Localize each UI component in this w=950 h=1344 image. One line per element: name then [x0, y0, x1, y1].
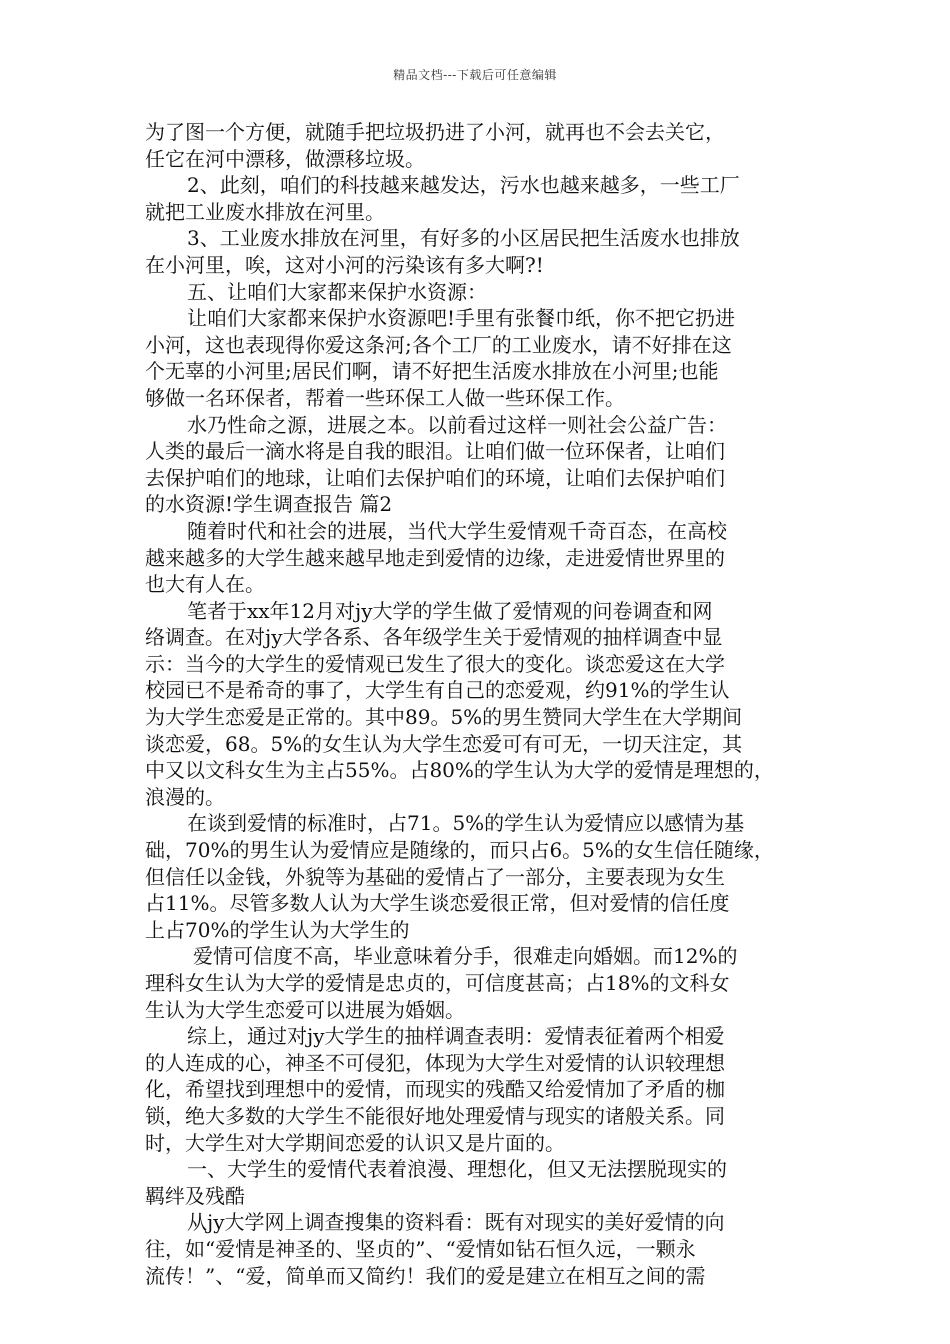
paragraph-start: 爱情可信度不高，毕业意味着分手，很难走向婚姻。而12%的	[193, 944, 738, 969]
text-line: 就把工业废水排放在河里。	[145, 199, 385, 224]
text-line: 去保护咱们的地球，让咱们去保护咱们的环境，让咱们去保护咱们	[145, 465, 725, 490]
text-line: 的人连成的心，神圣不可侵犯，体现为大学生对爱情的认识较理想	[145, 1050, 725, 1075]
section-heading: 五、让咱们大家都来保护水资源：	[187, 279, 487, 304]
text-line: 小河，这也表现得你爱这条河;各个工厂的工业废水，请不好排在这	[145, 332, 732, 357]
paragraph-start: 综上，通过对jy大学生的抽样调查表明：爱情表征着两个相爱	[187, 1024, 725, 1049]
text-line: 但信任以金钱，外貌等为基础的爱情占了一部分，主要表现为女生	[145, 864, 725, 889]
text-line: 生认为大学生恋爱可以进展为婚姻。	[145, 997, 465, 1022]
text-line: 往，如“爱情是神圣的、坚贞的”、“爱情如钻石恒久远，一颗永	[145, 1236, 696, 1261]
text-line: 流传！”、“爱，简单而又简约！我们的爱是建立在相互之间的需	[145, 1263, 706, 1288]
document-body	[145, 119, 811, 1289]
text-line: 人类的最后一滴水将是自我的眼泪。让咱们做一位环保者，让咱们	[145, 439, 725, 464]
text-line: 占11%。尽管多数人认为大学生谈恋爱很正常，但对爱情的信任度	[145, 891, 730, 916]
paragraph-start: 2、此刻，咱们的科技越来越发达，污水也越来越多，一些工厂	[187, 173, 740, 198]
paragraph-start: 笔者于xx年12月对jy大学的学生做了爱情观的问卷调查和网	[187, 598, 713, 623]
text-line: 础，70%的男生认为爱情应是随缘的，而只占6。5%的女生信任随缘，	[145, 838, 774, 863]
paragraph-start: 在谈到爱情的标准时，占71。5%的学生认为爱情应以感情为基	[187, 811, 745, 836]
page-header: 精品文档---下载后可任意编辑	[393, 68, 557, 82]
text-line: 为大学生恋爱是正常的。其中89。5%的男生赞同大学生在大学期间	[145, 705, 743, 730]
text-line: 络调查。在对jy大学各系、各年级学生关于爱情观的抽样调查中显	[145, 625, 723, 650]
paragraph-start: 3、工业废水排放在河里，有好多的小区居民把生活废水也排放	[187, 226, 740, 251]
text-line: 上占70%的学生认为大学生的	[145, 917, 410, 942]
text-line: 羁绊及残酷	[145, 1183, 245, 1208]
text-line: 的水资源!学生调查报告 篇2	[145, 492, 393, 517]
text-line: 中又以文科女生为主占55%。占80%的学生认为大学的爱情是理想的，	[145, 758, 774, 783]
paragraph-start: 从jy大学网上调查搜集的资料看：既有对现实的美好爱情的向	[187, 1210, 725, 1235]
text-line: 谈恋爱，68。5%的女生认为大学生恋爱可有可无，一切天注定，其	[145, 731, 743, 756]
text-line: 理科女生认为大学的爱情是忠贞的，可信度甚高；占18%的文科女	[145, 971, 730, 995]
paragraph-start: 随着时代和社会的进展，当代大学生爱情观千奇百态，在高校	[187, 518, 727, 543]
text-line: 在小河里，唉，这对小河的污染该有多大啊?!	[145, 252, 544, 277]
text-line: 化，希望找到理想中的爱情，而现实的残酷又给爱情加了矛盾的枷	[145, 1077, 725, 1102]
paragraph-start: 水乃性命之源，进展之本。以前看过这样一则社会公益广告：	[187, 412, 727, 437]
text-line: 浪漫的。	[145, 784, 225, 809]
text-line: 个无辜的小河里;居民们啊，请不好把生活废水排放在小河里;也能	[145, 359, 719, 384]
text-line: 锁，绝大多数的大学生不能很好地处理爱情与现实的诸般关系。同	[145, 1103, 725, 1128]
text-line: 示：当今的大学生的爱情观已发生了很大的变化。谈恋爱这在大学	[145, 651, 725, 676]
paragraph-start: 让咱们大家都来保护水资源吧!手里有张餐巾纸，你不把它扔进	[187, 306, 736, 331]
text-line: 校园已不是希奇的事了，大学生有自己的恋爱观，约91%的学生认	[145, 678, 730, 703]
text-line: 为了图一个方便，就随手把垃圾扔进了小河，就再也不会去关它，	[145, 120, 725, 144]
text-line: 任它在河中漂移，做漂移垃圾。	[145, 146, 425, 171]
text-line: 够做一名环保者，帮着一些环保工人做一些环保工作。	[145, 385, 625, 410]
text-line: 越来越多的大学生越来越早地走到爱情的边缘，走进爱情世界里的	[145, 545, 725, 570]
section-heading: 一、大学生的爱情代表着浪漫、理想化，但又无法摆脱现实的	[187, 1157, 727, 1182]
text-line: 也大有人在。	[145, 572, 265, 597]
text-line: 时，大学生对大学期间恋爱的认识又是片面的。	[145, 1130, 565, 1155]
